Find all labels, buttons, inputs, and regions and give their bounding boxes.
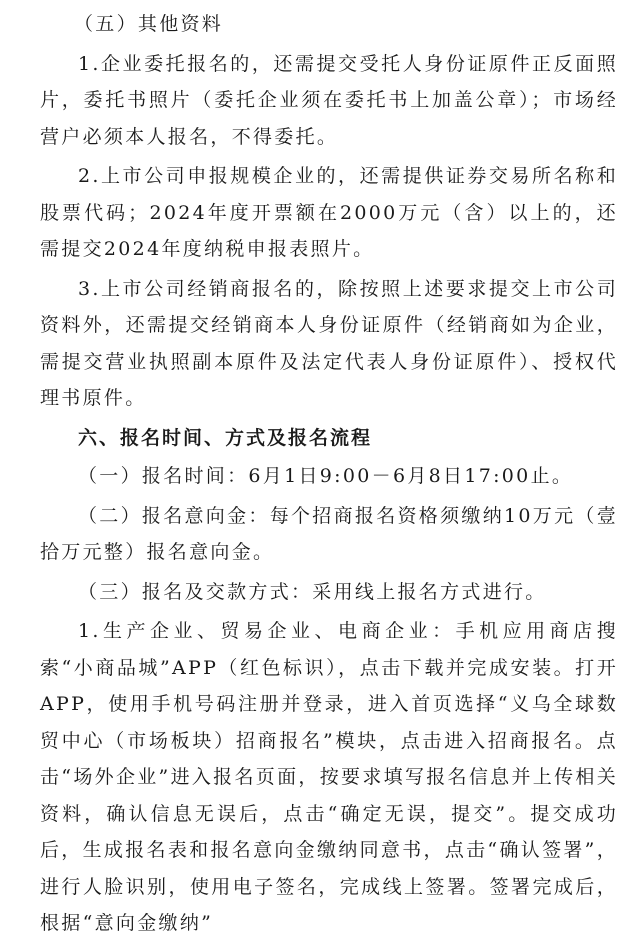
- section-5-item-3: 3.上市公司经销商报名的，除按照上述要求提交上市公司资料外，还需提交经销商本人身份证原件（经销商如为企业，需提交营业执照副本原件及法定代表人身份证原件）、授权代理书原件。: [40, 277, 618, 409]
- section-5-item-1: 1.企业委托报名的，还需提交受托人身份证原件正反面照片，委托书照片（委托企业须在委托书上加盖公章）；市场经营户必须本人报名，不得委托。: [40, 52, 618, 148]
- section-5-item-2: 2.上市公司申报规模企业的，还需提供证券交易所名称和股票代码；2024年度开票额在2000万元（含）以上的，还需提交2024年度纳税申报表照片。: [40, 165, 618, 260]
- section-6-step-1: 1.生产企业、贸易企业、电商企业：手机应用商店搜索“小商品城”APP（红色标识），点击下载并完成安装。打开APP，使用手机号码注册并登录，进入首页选择“义乌全球数贸中心（市场板块）招商报名”模块，点击进入招商报名。点击“场外企业”进入报名页面，按要求填写报名信息并上传相关资料，确认信息无误后，点击“确定无误，提交”。提交成功后，生成报名表和报名意向金缴纳同意书，点击“确认签署”，进行人脸识别，使用电子签名，完成线上签署。签署完成后，根据“意向金缴纳”: [40, 620, 618, 934]
- section-6-deposit: （二）报名意向金：每个招商报名资格须缴纳10万元（壹拾万元整）报名意向金。: [40, 504, 618, 563]
- section-6-registration-time: （一）报名时间：6月1日9:00－6月8日17:00止。: [78, 465, 574, 487]
- section-6-heading: 六、报名时间、方式及报名流程: [78, 426, 373, 449]
- section-6-method: （三）报名及交款方式：采用线上报名方式进行。: [78, 580, 547, 603]
- section-5-heading: （五）其他资料: [74, 13, 224, 35]
